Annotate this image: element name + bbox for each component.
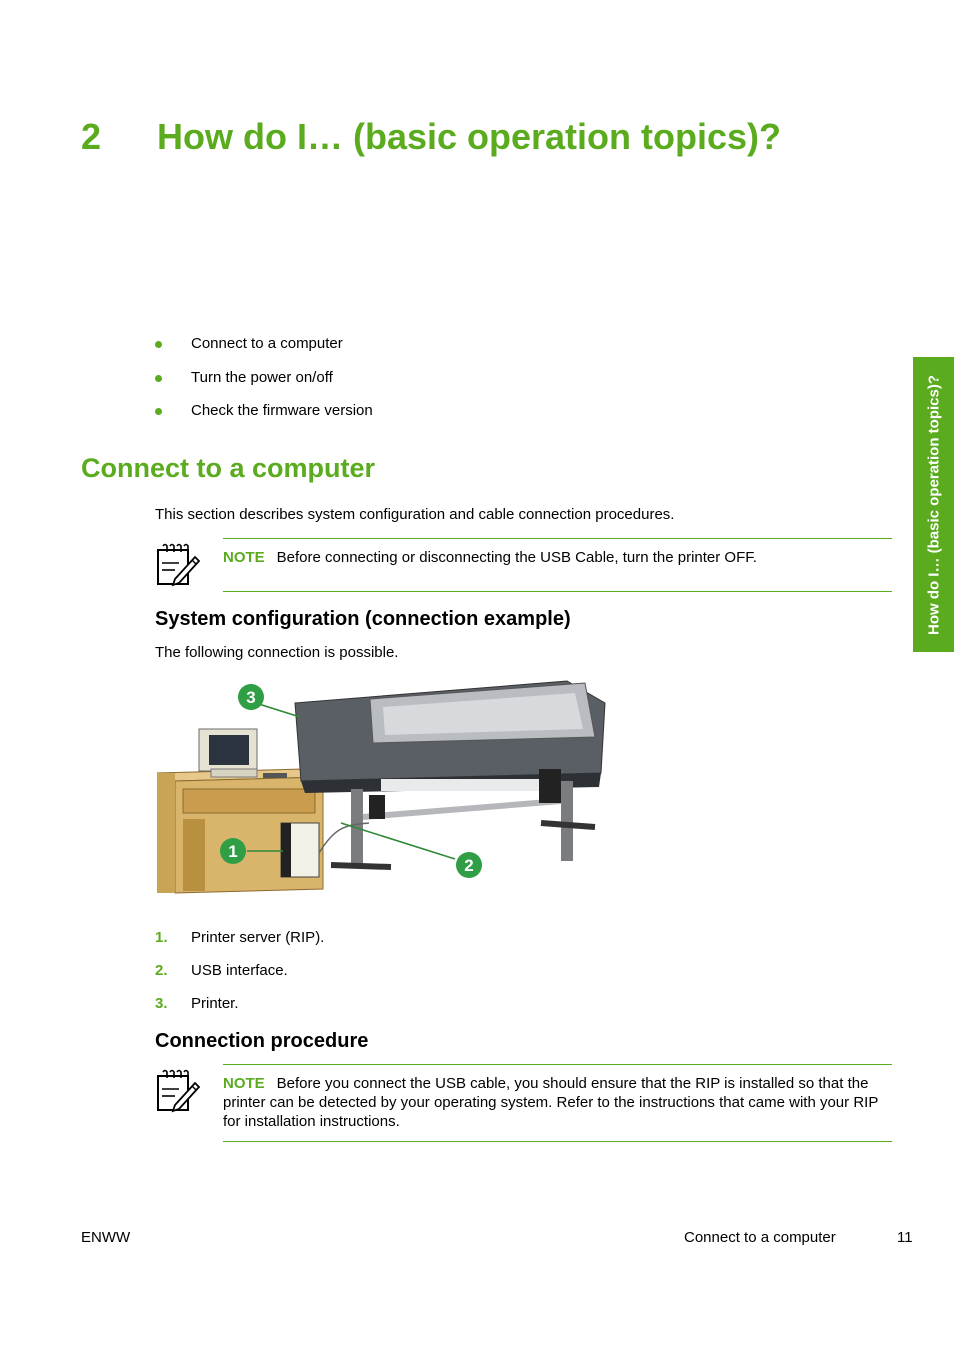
- item-text: USB interface.: [191, 962, 288, 979]
- note-icon: [155, 1067, 201, 1113]
- callout-3: 3: [246, 688, 256, 707]
- callout-2: 2: [464, 856, 474, 875]
- component-list: [155, 928, 324, 1027]
- side-tab-label: How do I… (basic operation topics)?: [925, 374, 942, 635]
- list-item[interactable]: [155, 335, 373, 369]
- note-rule-top: [223, 1064, 892, 1065]
- topic-label: Check the firmware version: [191, 402, 373, 419]
- topic-label: Turn the power on/off: [191, 368, 333, 386]
- connection-illustration: [155, 677, 617, 897]
- chapter-title: How do I… (basic operation topics)?: [157, 116, 782, 157]
- chapter-number: 2: [81, 116, 102, 157]
- note-rule-top: [223, 538, 892, 539]
- item-number: 1.: [155, 929, 168, 946]
- subsection-title: Connection procedure: [155, 1030, 369, 1052]
- note-label: NOTE: [223, 549, 265, 566]
- note-text: Before connecting or disconnecting the USB Cable, turn the printer OFF.: [276, 549, 757, 566]
- item-number: 3.: [155, 995, 168, 1012]
- list-item[interactable]: [155, 369, 373, 403]
- note-text: Before you connect the USB cable, you should ensure that the RIP is installed so that the printer can be detected by your operating system. Refer to the instructions that came with your RIP for installation instructions.: [223, 1075, 879, 1130]
- callout-1: 1: [228, 842, 238, 861]
- bullet-icon: [155, 375, 162, 382]
- chapter-side-tab: [913, 357, 954, 652]
- item-text: Printer server (RIP).: [191, 929, 325, 946]
- note-rule-bottom: [223, 1141, 892, 1142]
- list-item: [155, 928, 324, 961]
- item-number: 2.: [155, 962, 168, 979]
- topic-label: Connect to a computer: [191, 335, 343, 352]
- page-number: 11: [897, 1229, 913, 1246]
- subsection-title: System configuration (connection example): [155, 608, 571, 630]
- bullet-icon: [155, 408, 162, 415]
- footer-left: ENWW: [81, 1229, 131, 1246]
- bullet-icon: [155, 341, 162, 348]
- subsection-intro: The following connection is possible.: [155, 644, 399, 661]
- note-icon: [155, 541, 201, 587]
- note-box: [223, 548, 892, 567]
- list-item[interactable]: [155, 402, 373, 436]
- list-item: [155, 961, 324, 994]
- section-intro: This section describes system configuration and cable connection procedures.: [155, 506, 675, 523]
- note-label: NOTE: [223, 1075, 265, 1092]
- footer-section: Connect to a computer: [684, 1229, 836, 1246]
- note-rule-bottom: [223, 591, 892, 592]
- section-title: Connect to a computer: [81, 453, 376, 483]
- list-item: [155, 994, 324, 1027]
- note-box: [223, 1074, 892, 1131]
- topic-list: [155, 335, 373, 436]
- item-text: Printer.: [191, 995, 239, 1012]
